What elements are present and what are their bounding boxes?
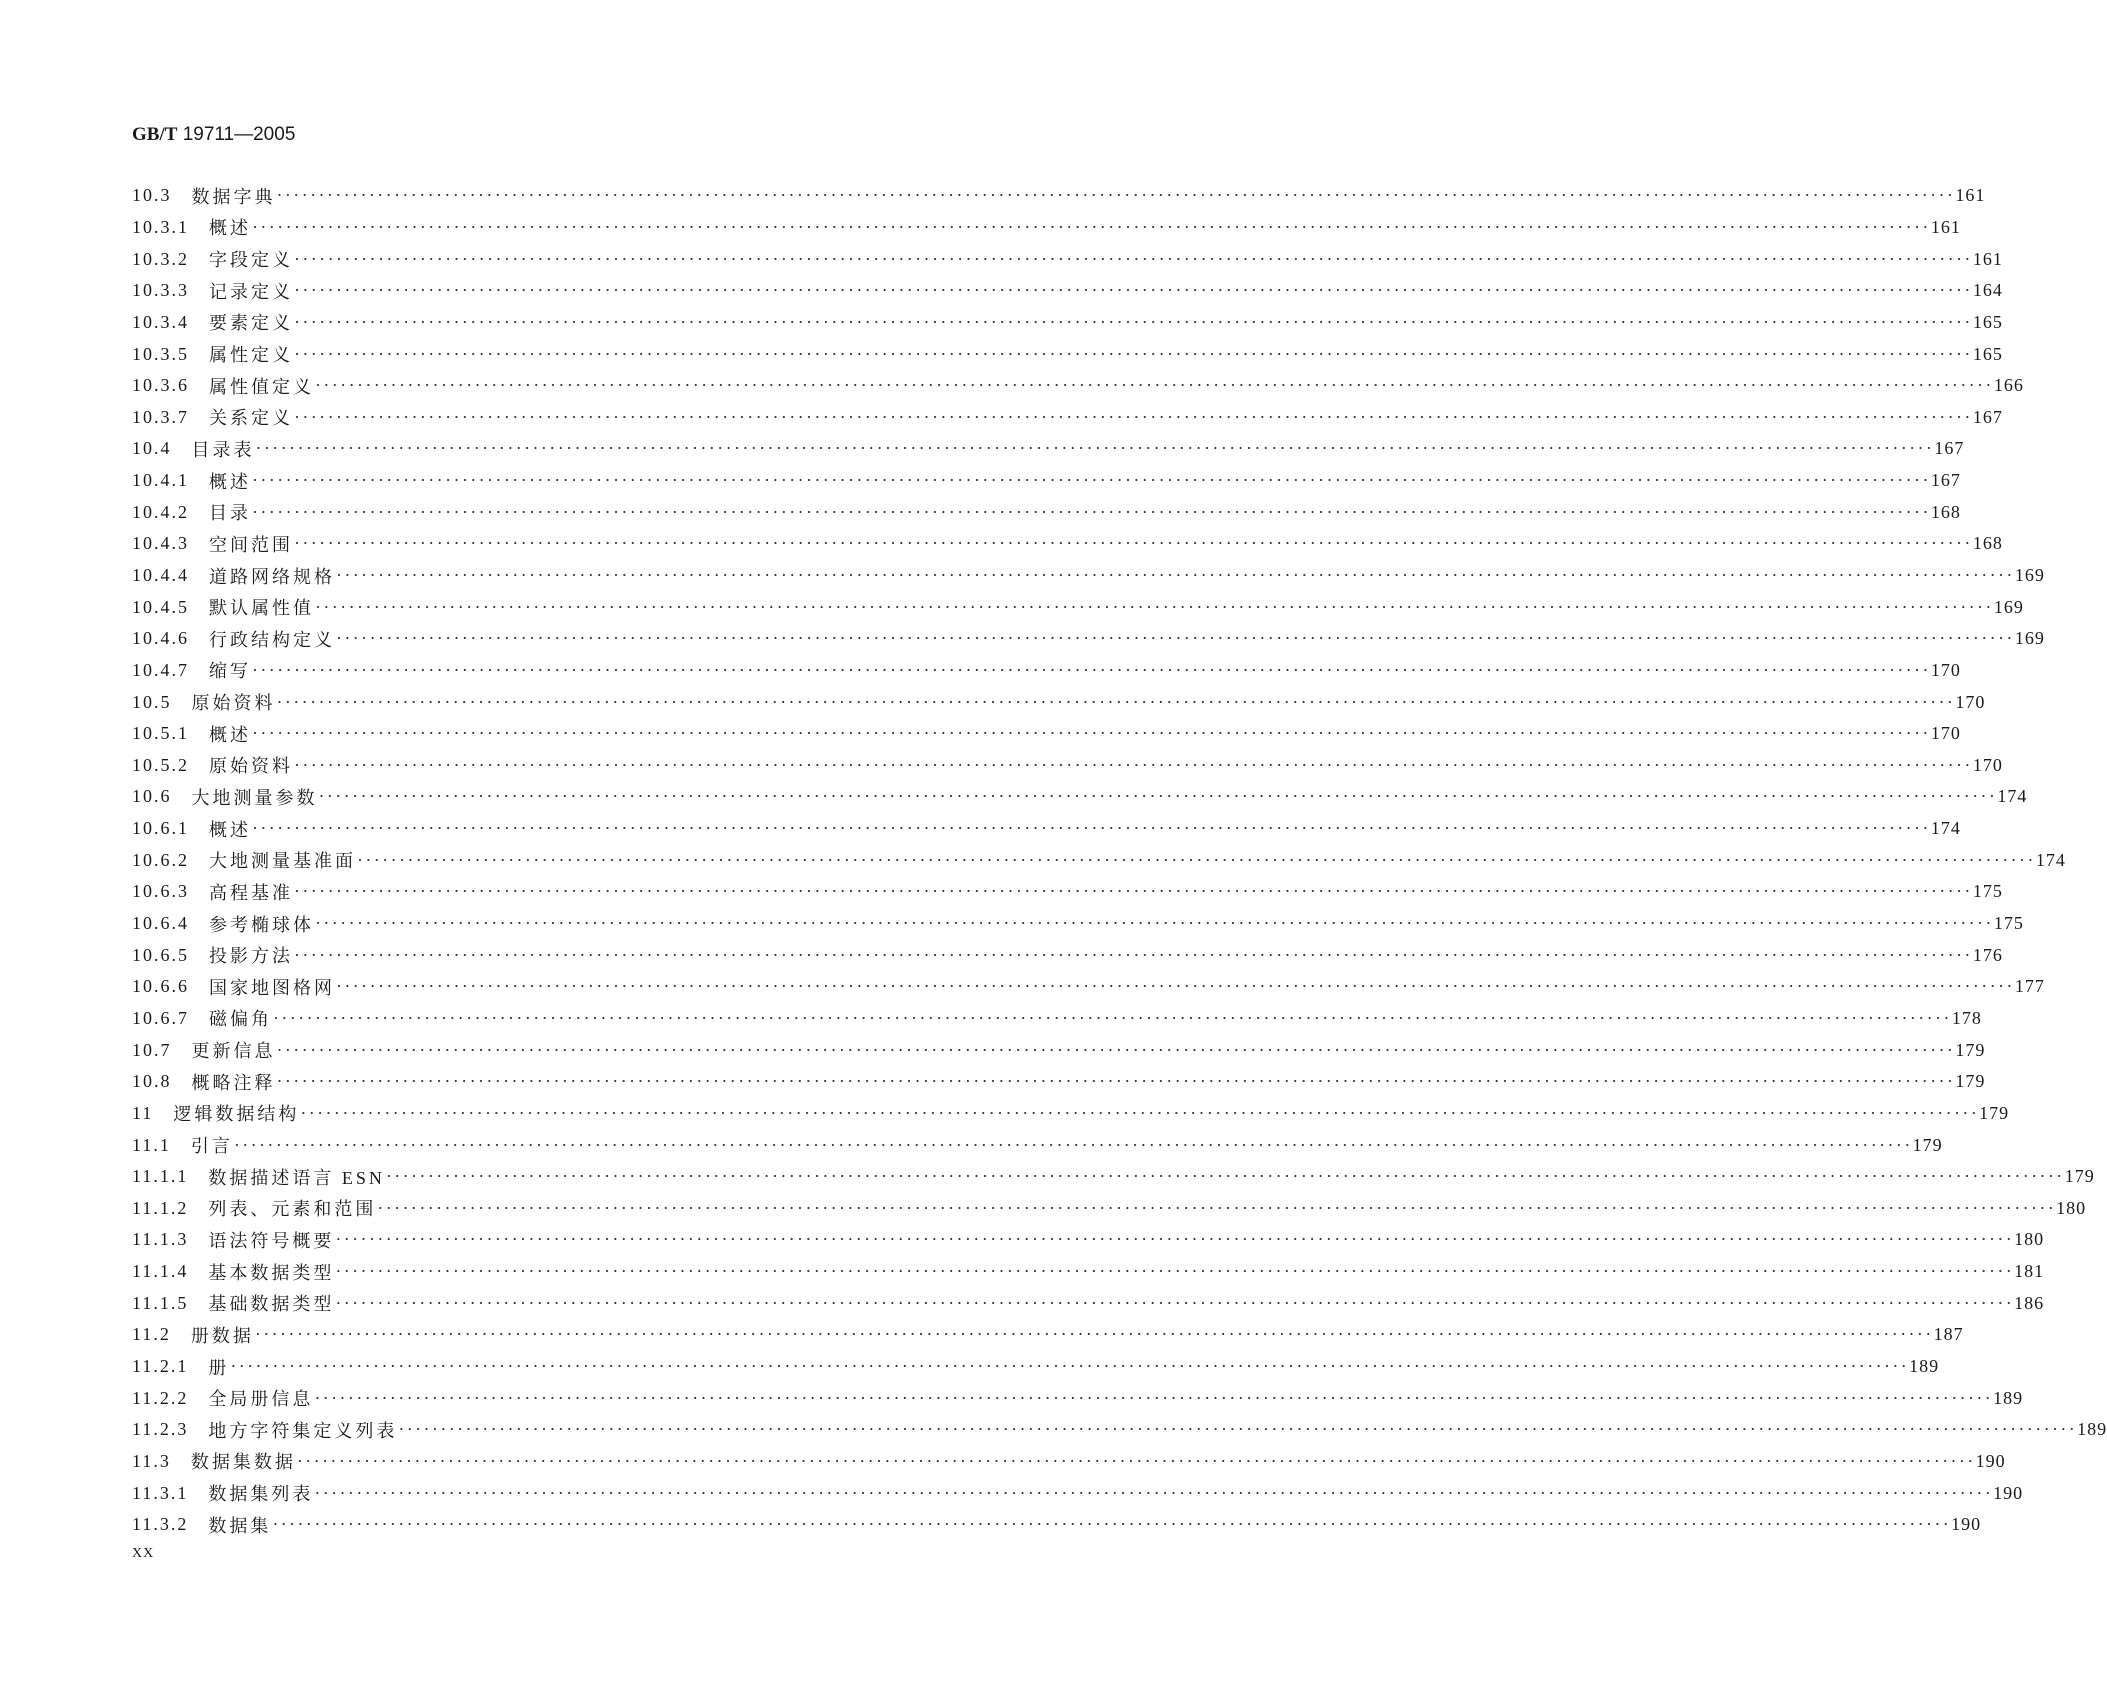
toc-dot-leader: ········································································································································································································ — [336, 976, 2015, 997]
toc-entry[interactable] — [132, 560, 2045, 592]
toc-entry[interactable] — [132, 1193, 2087, 1225]
toc-dot-leader: ········································································································································································································ — [335, 1292, 2015, 1313]
toc-entry[interactable] — [132, 1351, 1940, 1383]
toc-dot-leader: ········································································································································································································ — [233, 1134, 1913, 1155]
toc-entry-number: 10.4.3 — [132, 533, 189, 554]
toc-entry-number: 10.3.3 — [132, 280, 189, 301]
toc-dot-leader: ········································································································································································································ — [272, 1514, 1952, 1535]
toc-entry-page: 181 — [2014, 1261, 2045, 1282]
toc-entry-number: 11.2 — [132, 1324, 171, 1345]
toc-entry-page: 168 — [1930, 501, 1961, 522]
toc-entry-number: 10.6.2 — [132, 849, 189, 870]
toc-entry-number: 10.4.6 — [132, 628, 189, 649]
toc-entry[interactable] — [132, 433, 1965, 465]
toc-entry-title: 基本数据类型 — [208, 1262, 335, 1283]
toc-entry[interactable] — [132, 781, 2028, 813]
toc-entry-page: 161 — [1930, 216, 1961, 237]
toc-dot-leader: ········································································································································································································ — [252, 818, 1931, 839]
toc-entry-page: 179 — [1955, 1039, 1986, 1060]
toc-entry-page: 168 — [1972, 533, 2003, 554]
toc-entry[interactable] — [132, 1034, 1986, 1066]
toc-entry-number: 10.3 — [132, 185, 172, 206]
toc-entry[interactable] — [132, 212, 1961, 244]
toc-dot-leader: ········································································································································································································ — [252, 723, 1931, 744]
toc-entry-title: 数据集 — [208, 1515, 272, 1536]
toc-entry-page: 174 — [1997, 786, 2028, 807]
toc-entry-title: 关系定义 — [209, 408, 293, 429]
toc-entry[interactable] — [132, 1066, 1986, 1098]
toc-dot-leader: ········································································································································································································ — [335, 1261, 2015, 1282]
toc-dot-leader: ········································································································································································································ — [300, 1102, 1980, 1123]
toc-entry[interactable] — [132, 876, 2003, 908]
toc-entry[interactable] — [132, 370, 2024, 402]
toc-dot-leader: ········································································································································································································ — [252, 216, 1931, 237]
toc-entry-title: 目录表 — [191, 439, 255, 460]
toc-entry-page: 189 — [1993, 1387, 2024, 1408]
toc-entry-title: 全局册信息 — [208, 1389, 314, 1410]
toc-entry-title: 原始资料 — [191, 693, 276, 714]
toc-entry-title: 语法符号概要 — [208, 1230, 335, 1251]
toc-entry-number: 10.4.1 — [132, 470, 189, 491]
toc-entry[interactable] — [132, 496, 1961, 528]
toc-entry-title: 记录定义 — [209, 281, 293, 302]
toc-entry-number: 10.3.5 — [132, 343, 189, 364]
toc-entry[interactable] — [132, 1003, 1982, 1035]
toc-entry-page: 167 — [1930, 470, 1961, 491]
toc-entry[interactable] — [132, 1224, 2045, 1256]
toc-entry[interactable] — [132, 844, 2066, 876]
toc-entry-number: 10.5.1 — [132, 723, 189, 744]
toc-dot-leader: ········································································································································································································ — [254, 1324, 1934, 1345]
toc-dot-leader: ········································································································································································································ — [294, 881, 1973, 902]
toc-dot-leader: ········································································································································································································ — [276, 1039, 1956, 1060]
toc-entry-page: 166 — [1993, 375, 2024, 396]
toc-entry-page: 165 — [1972, 311, 2003, 332]
toc-entry-title: 数据字典 — [191, 186, 276, 207]
toc-entry-page: 174 — [1930, 818, 1961, 839]
toc-entry-title: 数据描述语言 ESN — [208, 1167, 385, 1188]
toc-entry[interactable] — [132, 750, 2003, 782]
toc-dot-leader: ········································································································································································································ — [276, 691, 1956, 712]
toc-dot-leader: ········································································································································································································ — [294, 343, 1973, 364]
toc-entry-number: 10.3.4 — [132, 311, 189, 332]
toc-dot-leader: ········································································································································································································ — [252, 470, 1931, 491]
toc-dot-leader: ········································································································································································································ — [294, 248, 1973, 269]
toc-entry-number: 11.1.1 — [132, 1166, 189, 1187]
toc-entry-page: 169 — [2014, 565, 2045, 585]
page-number-footer: XX — [132, 1546, 155, 1561]
toc-entry-page: 170 — [1930, 723, 1961, 744]
toc-entry-number: 10.5 — [132, 691, 172, 712]
toc-entry-title: 列表、元素和范围 — [208, 1199, 377, 1220]
toc-entry[interactable] — [132, 1098, 2010, 1130]
toc-entry-page: 186 — [2014, 1292, 2045, 1313]
toc-entry-number: 10.4.4 — [132, 565, 189, 585]
toc-entry-number: 10.4.2 — [132, 501, 189, 522]
toc-entry-title: 概述 — [209, 724, 251, 745]
toc-entry-page: 167 — [1972, 406, 2003, 427]
toc-entry-page: 190 — [1975, 1450, 2006, 1471]
toc-entry-page: 169 — [1993, 596, 2024, 617]
toc-entry-page: 190 — [1951, 1514, 1982, 1535]
toc-entry-number: 10.6.4 — [132, 913, 189, 934]
toc-dot-leader: ········································································································································································································ — [314, 1482, 1994, 1503]
toc-entry-title: 原始资料 — [209, 756, 293, 777]
toc-entry[interactable] — [132, 275, 2003, 307]
toc-entry[interactable] — [132, 718, 1961, 750]
toc-entry-page: 165 — [1972, 343, 2003, 364]
toc-entry-number: 11.3 — [132, 1450, 171, 1471]
toc-entry-title: 要素定义 — [209, 313, 293, 334]
toc-entry-number: 11.1.2 — [132, 1197, 189, 1218]
toc-entry-number: 11.1.4 — [132, 1261, 189, 1282]
toc-entry-page: 174 — [2035, 849, 2066, 870]
toc-entry-number: 10.4 — [132, 438, 172, 459]
toc-entry-title: 属性定义 — [209, 345, 293, 366]
toc-entry-page: 179 — [1912, 1134, 1943, 1155]
toc-entry[interactable] — [132, 1446, 2006, 1478]
toc-entry-title: 册数据 — [190, 1325, 254, 1346]
toc-entry-title: 概略注释 — [191, 1072, 276, 1093]
toc-dot-leader: ········································································································································································································ — [318, 786, 1998, 807]
toc-entry-title: 参考椭球体 — [209, 914, 314, 935]
toc-entry-page: 176 — [1972, 944, 2003, 965]
toc-dot-leader: ········································································································································································································ — [315, 913, 1994, 934]
toc-entry-title: 册 — [208, 1357, 230, 1378]
toc-entry[interactable] — [132, 1319, 1964, 1351]
toc-dot-leader: ········································································································································································································ — [252, 501, 1931, 522]
toc-entry-page: 177 — [2014, 976, 2045, 997]
toc-entry-title: 数据集数据 — [190, 1452, 296, 1473]
toc-entry-number: 10.4.7 — [132, 659, 189, 680]
toc-entry[interactable] — [132, 528, 2003, 560]
toc-entry-title: 引言 — [190, 1136, 233, 1157]
toc-dot-leader: ········································································································································································································ — [294, 754, 1973, 775]
toc-entry-page: 178 — [1951, 1007, 1982, 1028]
toc-entry[interactable] — [132, 939, 2003, 971]
toc-entry-number: 10.3.1 — [132, 216, 189, 237]
toc-entry-number: 11.1.5 — [132, 1292, 189, 1313]
toc-dot-leader: ········································································································································································································ — [276, 1071, 1956, 1092]
toc-dot-leader: ········································································································································································································ — [314, 1387, 1994, 1408]
toc-entry[interactable] — [132, 338, 2003, 370]
toc-entry-title: 更新信息 — [191, 1041, 276, 1062]
toc-dot-leader: ········································································································································································································ — [315, 596, 1994, 617]
toc-entry-number: 11.1 — [132, 1134, 171, 1155]
toc-entry-title: 默认属性值 — [209, 598, 314, 619]
toc-entry[interactable] — [132, 401, 2003, 433]
toc-entry-number: 10.6.5 — [132, 944, 189, 965]
toc-entry-title: 空间范围 — [209, 534, 293, 555]
toc-entry[interactable] — [132, 971, 2045, 1003]
toc-entry-number: 11.2.3 — [132, 1419, 189, 1440]
toc-entry-title: 数据集列表 — [208, 1484, 314, 1505]
standard-number: 19711—2005 — [182, 124, 296, 145]
toc-entry-title: 国家地图格网 — [209, 977, 335, 998]
toc-entry-title: 地方字符集定义列表 — [208, 1420, 398, 1441]
toc-entry-page: 161 — [1972, 248, 2003, 269]
toc-entry-page: 169 — [2014, 628, 2045, 649]
toc-entry-title: 属性值定义 — [209, 376, 314, 397]
toc-entry[interactable] — [132, 180, 1986, 212]
toc-dot-leader: ········································································································································································································ — [398, 1419, 2078, 1440]
toc-dot-leader: ········································································································································································································ — [230, 1356, 1910, 1377]
toc-entry-number: 11.2.2 — [132, 1387, 189, 1408]
toc-entry-title: 行政结构定义 — [209, 629, 335, 650]
toc-entry-number: 10.6.3 — [132, 881, 189, 902]
toc-dot-leader: ········································································································································································································ — [336, 628, 2015, 649]
toc-entry-title: 字段定义 — [209, 250, 293, 271]
toc-entry-number: 10.3.2 — [132, 248, 189, 269]
toc-dot-leader: ········································································································································································································ — [336, 565, 2015, 585]
toc-entry-number: 11.3.2 — [132, 1514, 189, 1535]
toc-entry-title: 概述 — [209, 471, 251, 492]
toc-entry-title: 道路网络规格 — [209, 566, 335, 587]
toc-entry[interactable] — [132, 908, 2024, 940]
standard-prefix: GB/T — [132, 124, 178, 145]
toc-entry[interactable] — [132, 1129, 1943, 1161]
toc-entry-title: 概述 — [209, 819, 251, 840]
toc-entry[interactable] — [132, 813, 1961, 845]
toc-entry-page: 164 — [1972, 280, 2003, 301]
toc-entry-page: 179 — [1979, 1102, 2010, 1123]
toc-entry-number: 10.6.7 — [132, 1007, 189, 1028]
toc-entry[interactable] — [132, 465, 1961, 497]
toc-entry-title: 逻辑数据结构 — [173, 1104, 300, 1125]
toc-dot-leader: ········································································································································································································ — [276, 185, 1956, 206]
toc-entry-number: 10.7 — [132, 1039, 172, 1060]
toc-entry-page: 175 — [1972, 881, 2003, 902]
toc-entry-number: 11 — [132, 1102, 154, 1123]
toc-entry[interactable] — [132, 1477, 2024, 1509]
toc-entry-number: 10.3.6 — [132, 375, 189, 396]
toc-entry-page: 179 — [2064, 1166, 2095, 1187]
toc-entry-number: 11.1.3 — [132, 1229, 189, 1250]
toc-dot-leader: ········································································································································································································ — [296, 1450, 1976, 1471]
toc-entry-number: 10.4.5 — [132, 596, 189, 617]
toc-dot-leader: ········································································································································································································ — [273, 1007, 1952, 1028]
toc-dot-leader: ········································································································································································································ — [377, 1197, 2057, 1218]
toc-entry[interactable] — [132, 307, 2003, 339]
toc-entry[interactable] — [132, 1509, 1982, 1541]
toc-entry-page: 180 — [2056, 1197, 2087, 1218]
toc-entry[interactable] — [132, 686, 1986, 718]
toc-dot-leader: ········································································································································································································ — [385, 1166, 2065, 1187]
toc-dot-leader: ········································································································································································································ — [335, 1229, 2015, 1250]
toc-dot-leader: ········································································································································································································ — [252, 659, 1931, 680]
toc-entry-title: 目录 — [209, 503, 251, 524]
toc-entry[interactable] — [132, 655, 1961, 687]
toc-entry[interactable] — [132, 1256, 2045, 1288]
toc-entry[interactable] — [132, 243, 2003, 275]
toc-dot-leader: ········································································································································································································ — [294, 533, 1973, 554]
toc-dot-leader: ········································································································································································································ — [294, 311, 1973, 332]
toc-entry-title: 缩写 — [209, 661, 251, 682]
toc-entry-title: 大地测量参数 — [191, 787, 318, 808]
standard-code — [132, 124, 295, 146]
toc-entry[interactable] — [132, 623, 2045, 655]
toc-entry-page: 190 — [1993, 1482, 2024, 1503]
toc-entry[interactable] — [132, 591, 2024, 623]
toc-entry[interactable] — [132, 1287, 2045, 1319]
toc-entry-number: 10.8 — [132, 1071, 172, 1092]
toc-entry[interactable] — [132, 1161, 2095, 1193]
toc-entry-page: 187 — [1933, 1324, 1964, 1345]
toc-entry-page: 161 — [1955, 185, 1986, 206]
toc-dot-leader: ········································································································································································································ — [357, 849, 2036, 870]
toc-dot-leader: ········································································································································································································ — [294, 406, 1973, 427]
toc-entry[interactable] — [132, 1382, 2024, 1414]
toc-entry-number: 11.3.1 — [132, 1482, 189, 1503]
toc-entry[interactable] — [132, 1414, 2107, 1446]
toc-dot-leader: ········································································································································································································ — [255, 438, 1935, 459]
toc-entry-page: 175 — [1993, 913, 2024, 934]
toc-entry-page: 179 — [1955, 1071, 1986, 1092]
toc-entry-title: 概述 — [209, 218, 251, 239]
toc-entry-page: 170 — [1972, 754, 2003, 775]
toc-entry-number: 11.2.1 — [132, 1356, 189, 1377]
toc-entry-number: 10.5.2 — [132, 754, 189, 775]
toc-entry-page: 170 — [1930, 659, 1961, 680]
toc-entry-title: 高程基准 — [209, 882, 293, 903]
toc-entry-page: 170 — [1955, 691, 1986, 712]
toc-entry-page: 189 — [1909, 1356, 1940, 1377]
toc-entry-number: 10.6.1 — [132, 818, 189, 839]
table-of-contents — [132, 180, 2107, 1541]
toc-dot-leader: ········································································································································································································ — [315, 375, 1994, 396]
toc-entry-page: 180 — [2014, 1229, 2045, 1250]
toc-entry-page: 189 — [2077, 1419, 2107, 1440]
toc-entry-title: 大地测量基准面 — [209, 851, 356, 872]
toc-entry-number: 10.6 — [132, 786, 172, 807]
toc-entry-number: 10.6.6 — [132, 976, 189, 997]
toc-dot-leader: ········································································································································································································ — [294, 944, 1973, 965]
toc-dot-leader: ········································································································································································································ — [294, 280, 1973, 301]
toc-entry-number: 10.3.7 — [132, 406, 189, 427]
toc-entry-title: 磁偏角 — [209, 1009, 272, 1030]
toc-entry-page: 167 — [1934, 438, 1965, 459]
toc-entry-title: 基础数据类型 — [208, 1294, 335, 1315]
toc-entry-title: 投影方法 — [209, 946, 293, 967]
